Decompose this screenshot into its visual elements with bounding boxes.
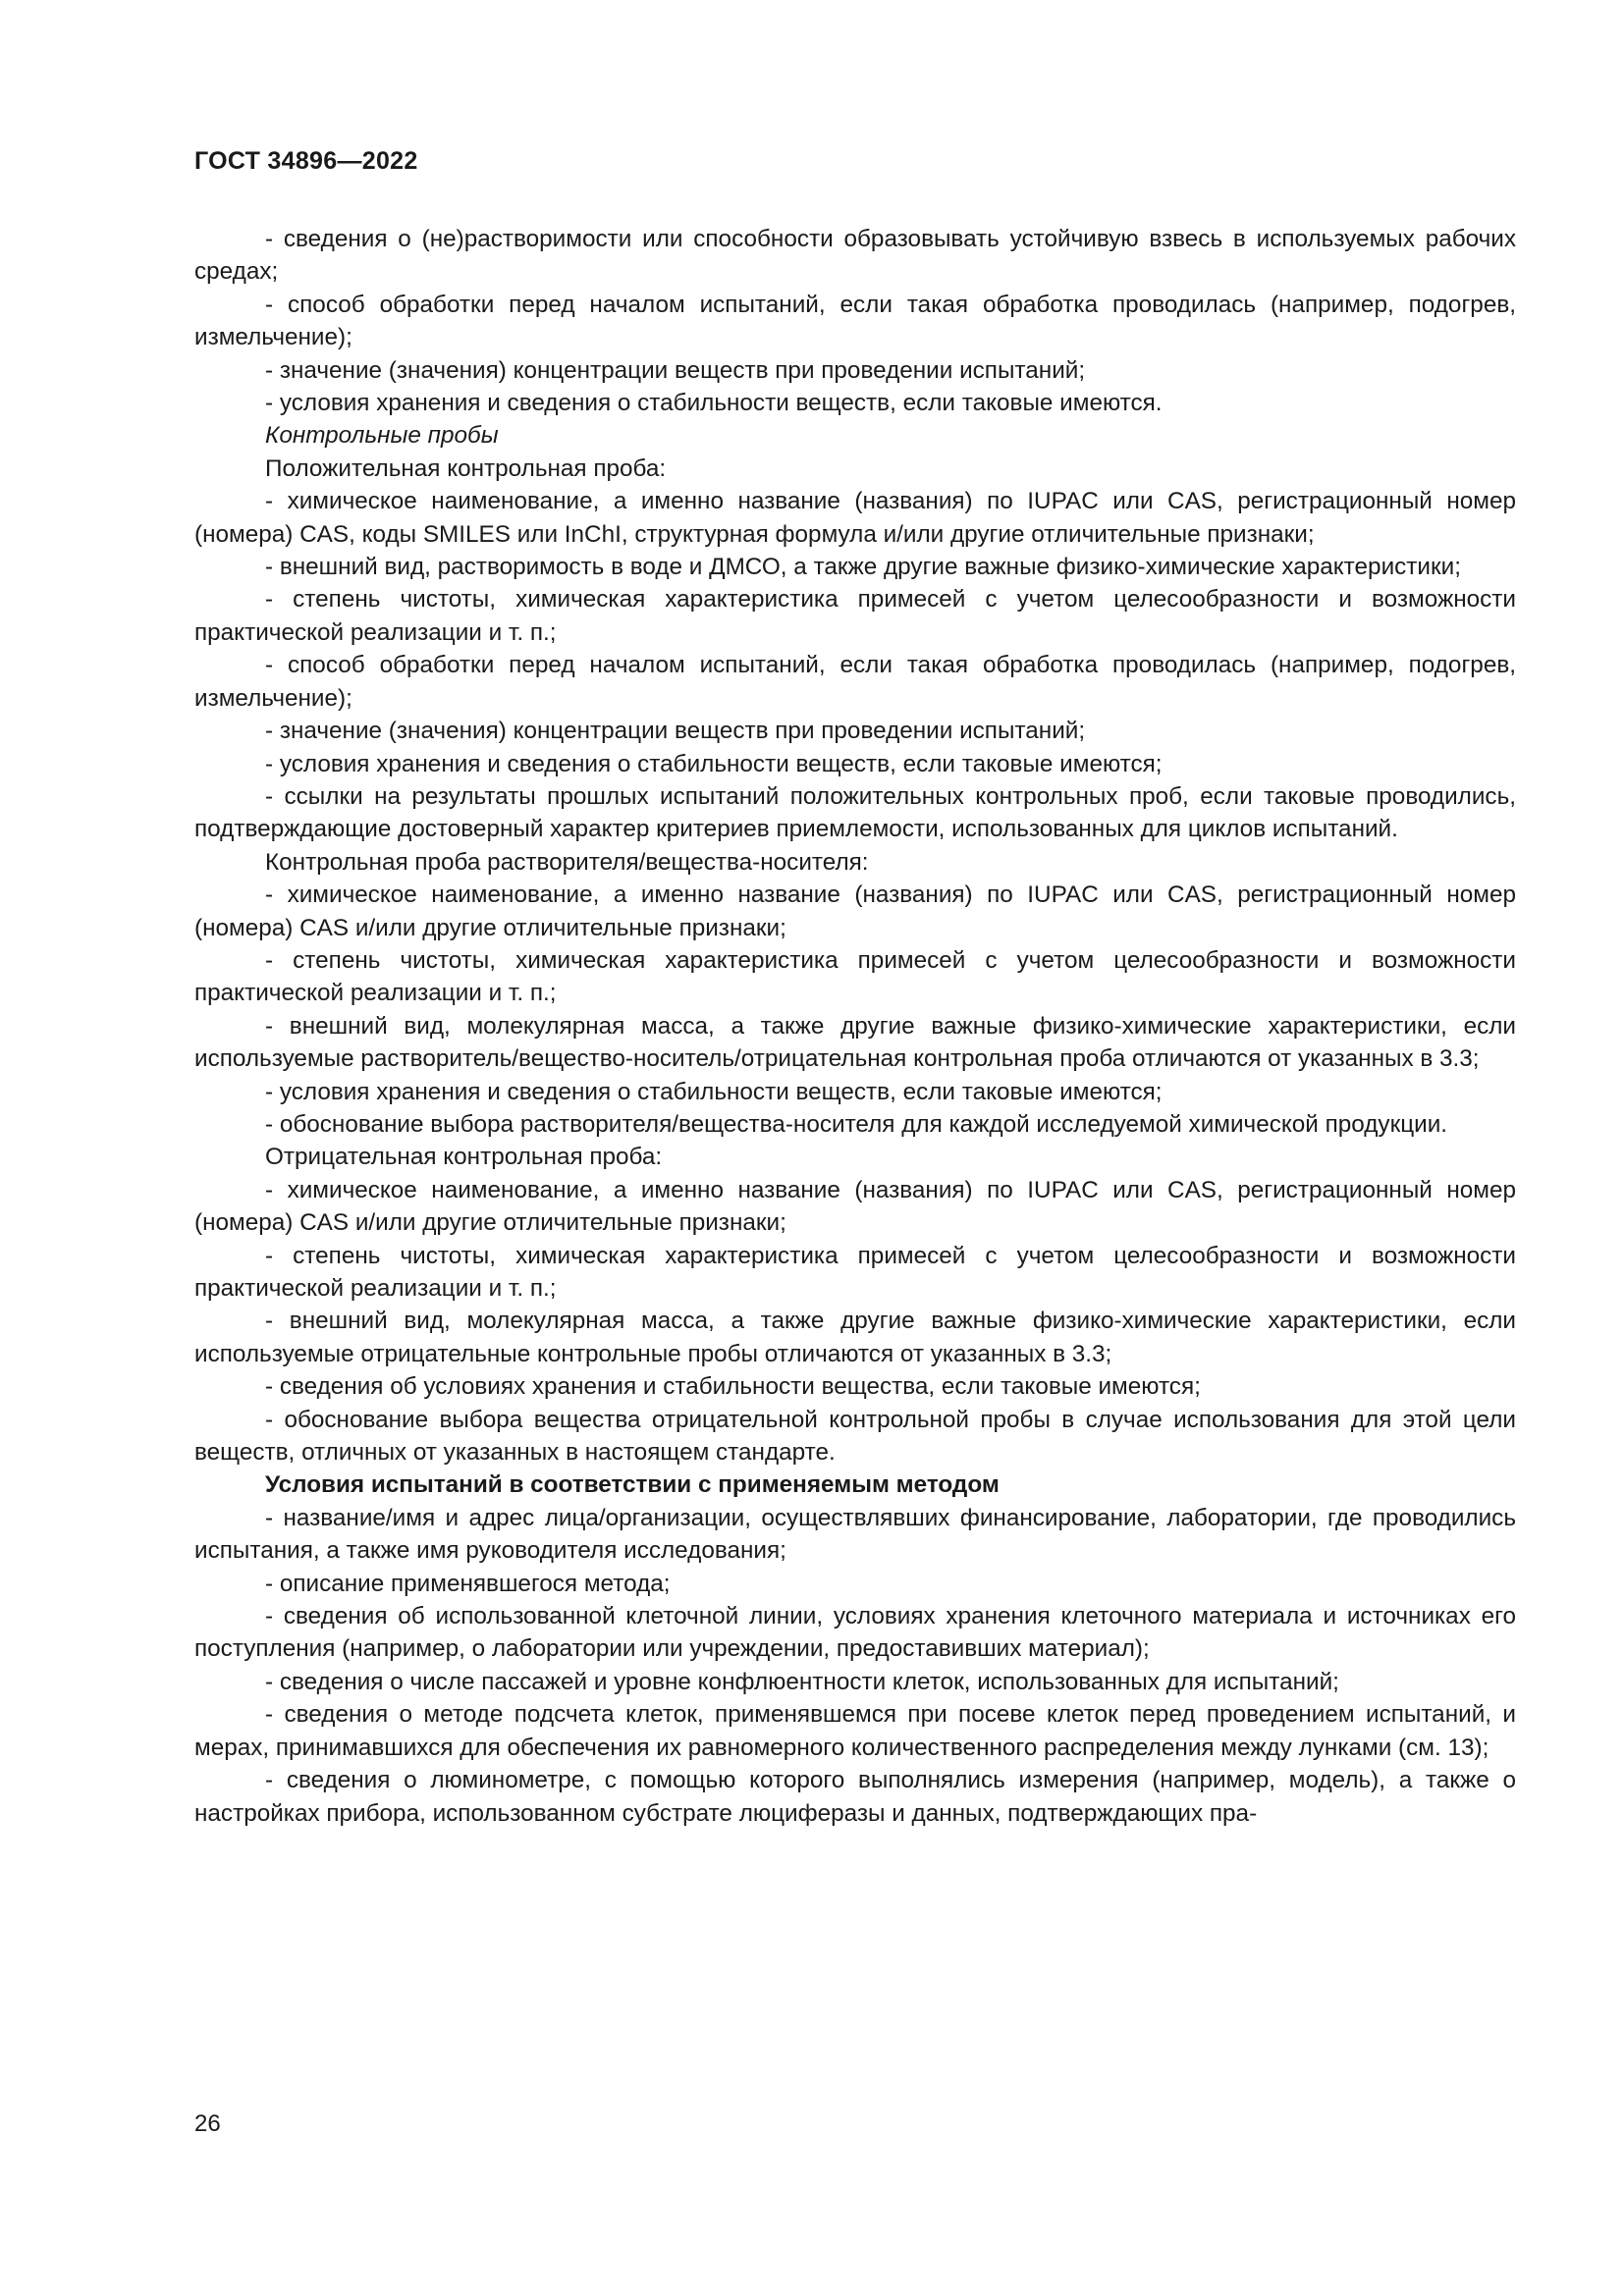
paragraph: - условия хранения и сведения о стабильности веществ, если таковые имеются;	[265, 1078, 1163, 1105]
paragraph: - внешний вид, растворимость в воде и ДМСО, а также другие важные физико-химические характеристики;	[265, 554, 1461, 581]
paragraph: - условия хранения и сведения о стабильности веществ, если таковые имеются.	[265, 390, 1163, 417]
document-body	[194, 223, 1516, 1830]
paragraph: - значение (значения) концентрации веществ при проведении испытаний;	[265, 356, 1086, 384]
paragraph: - внешний вид, молекулярная масса, а также другие важные физико-химические характеристики, если используемые отрицательные контрольные пробы отличаются от указанных в 3.3;	[194, 1308, 1516, 1367]
paragraph: Отрицательная контрольная проба:	[265, 1144, 663, 1171]
page-number: 26	[194, 2110, 221, 2137]
subsection-heading: Контрольные пробы	[265, 422, 499, 450]
paragraph: - значение (значения) концентрации веществ при проведении испытаний;	[265, 718, 1086, 745]
paragraph: Контрольная проба растворителя/вещества-носителя:	[265, 848, 869, 876]
paragraph: - химическое наименование, а именно название (названия) по IUPAC или CAS, регистрационный номер (номера) CAS и/или другие отличительные признаки;	[194, 1176, 1516, 1237]
paragraph: - способ обработки перед началом испытаний, если такая обработка проводилась (например, подогрев, измельчение);	[194, 291, 1516, 351]
paragraph: - степень чистоты, химическая характеристика примесей с учетом целесообразности и возможности практической реализации и т. п.;	[194, 586, 1516, 646]
section-heading: Условия испытаний в соответствии с применяемым методом	[265, 1471, 1000, 1499]
paragraph: - сведения о методе подсчета клеток, применявшемся при посеве клеток перед проведением испытаний, и мерах, принимавшихся для обеспечения их равномерного количественного распределения между лунками (см. 13);	[194, 1701, 1516, 1761]
paragraph: - описание применявшегося метода;	[265, 1570, 671, 1597]
paragraph: - сведения об условиях хранения и стабильности вещества, если таковые имеются;	[265, 1373, 1201, 1401]
document-header: ГОСТ 34896—2022	[194, 147, 418, 175]
paragraph: - условия хранения и сведения о стабильности веществ, если таковые имеются;	[265, 750, 1163, 777]
paragraph: - обоснование выбора вещества отрицательной контрольной пробы в случае использования для этой цели веществ, отличных от указанных в настоящем стандарте.	[194, 1406, 1516, 1467]
paragraph: - степень чистоты, химическая характеристика примесей с учетом целесообразности и возможности практической реализации и т. п.;	[194, 1242, 1516, 1302]
paragraph: - сведения о (не)растворимости или способности образовывать устойчивую взвесь в используемых рабочих средах;	[194, 226, 1516, 286]
paragraph: - название/имя и адрес лица/организации, осуществлявших финансирование, лаборатории, где проводились испытания, а также имя руководителя исследования;	[194, 1504, 1516, 1565]
paragraph: - степень чистоты, химическая характеристика примесей с учетом целесообразности и возможности практической реализации и т. п.;	[194, 946, 1516, 1007]
paragraph: - сведения о люминометре, с помощью которого выполнялись измерения (например, модель), а также о настройках прибора, использованном субстрате люциферазы и данных, подтверждающих пра-	[194, 1767, 1516, 1827]
paragraph: - сведения о числе пассажей и уровне конфлюентности клеток, использованных для испытаний;	[265, 1668, 1339, 1695]
paragraph: - сведения об использованной клеточной линии, условиях хранения клеточного материала и источниках его поступления (например, о лаборатории или учреждении, предоставивших материал);	[194, 1603, 1516, 1663]
paragraph: - ссылки на результаты прошлых испытаний положительных контрольных проб, если таковые проводились, подтверждающие достоверный характер критериев приемлемости, использованных для циклов испытаний.	[194, 782, 1516, 843]
paragraph: - обоснование выбора растворителя/вещества-носителя для каждой исследуемой химической продукции.	[265, 1110, 1448, 1138]
paragraph: - способ обработки перед началом испытаний, если такая обработка проводилась (например, подогрев, измельчение);	[194, 652, 1516, 712]
paragraph: - химическое наименование, а именно название (названия) по IUPAC или CAS, регистрационный номер (номера) CAS и/или другие отличительные признаки;	[194, 881, 1516, 941]
paragraph: - внешний вид, молекулярная масса, а также другие важные физико-химические характеристики, если используемые растворитель/вещество-носитель/отрицательная контрольная проба отличаются от указанных в 3.3;	[194, 1012, 1516, 1073]
paragraph: Положительная контрольная проба:	[265, 454, 667, 482]
paragraph: - химическое наименование, а именно название (названия) по IUPAC или CAS, регистрационный номер (номера) CAS, коды SMILES или InChI, структурная формула и/или другие отличительные признаки;	[194, 488, 1516, 548]
